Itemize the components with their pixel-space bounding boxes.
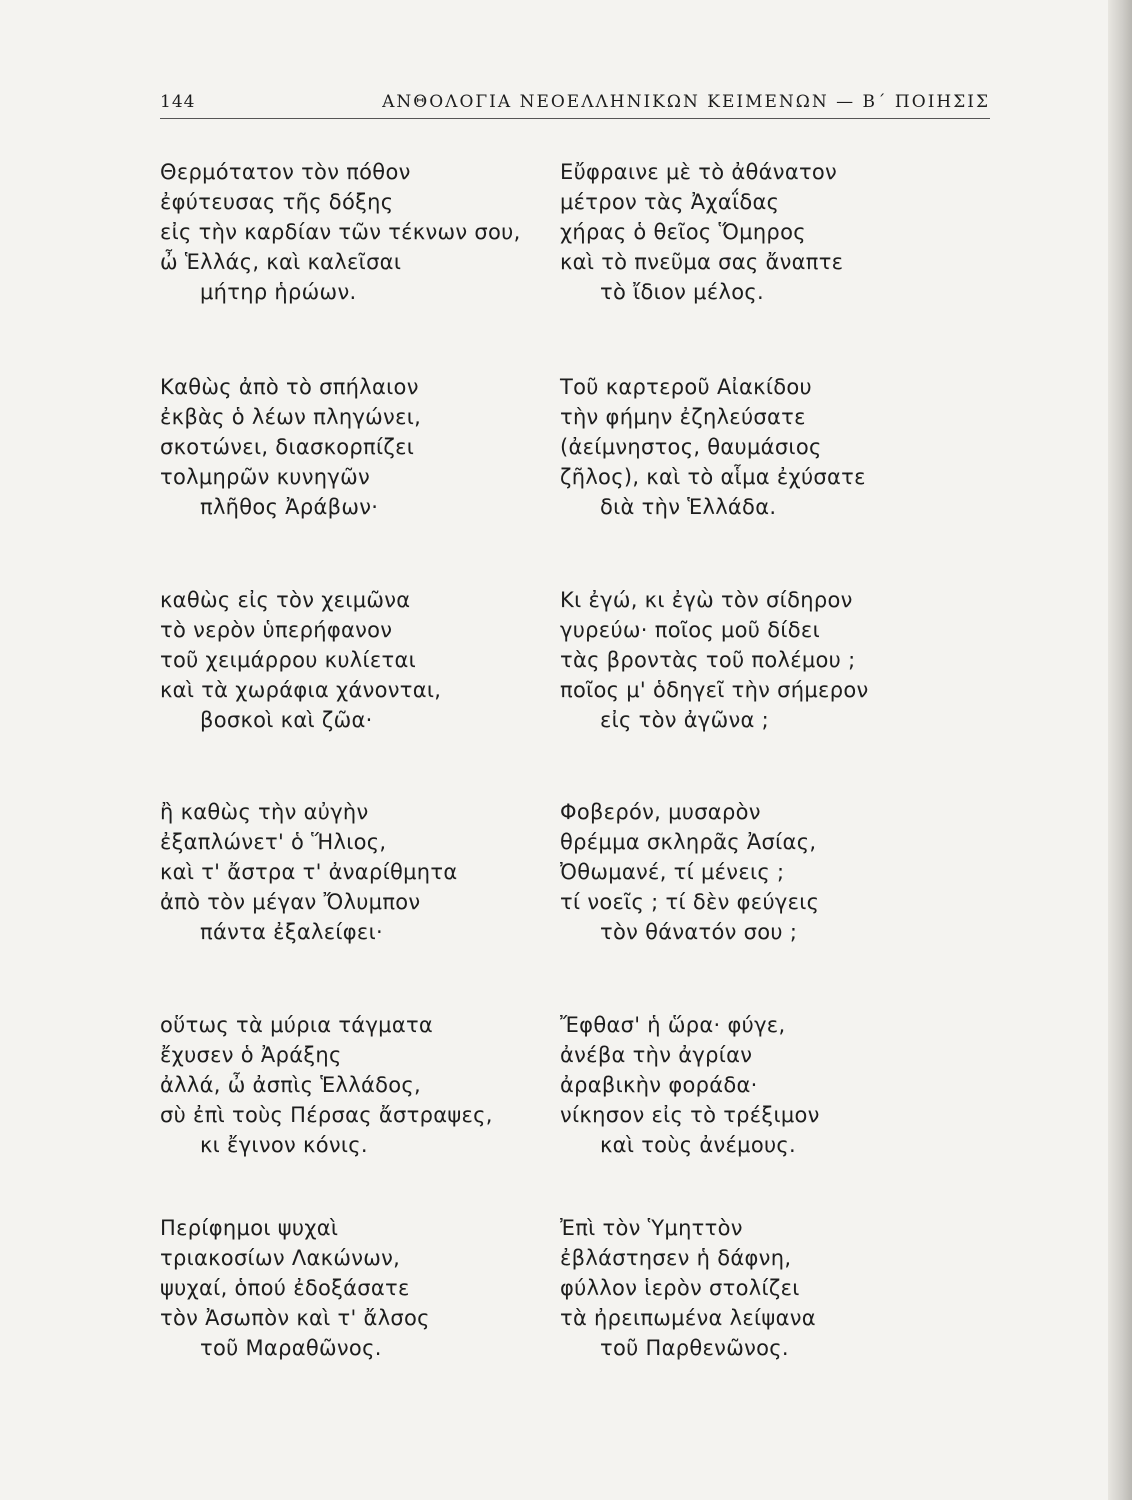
stanza <box>160 157 560 307</box>
verse-line: εἰς τὸν ἀγῶνα ; <box>600 708 770 732</box>
verse-line: καθὼς εἰς τὸν χειμῶνα <box>160 588 411 612</box>
verse-line: ἀραβικὴν φοράδα· <box>560 1073 758 1097</box>
verse-line: σκοτώνει, διασκορπίζει <box>160 435 415 459</box>
stanza <box>160 1213 560 1363</box>
verse-line: Περίφημοι ψυχαὶ <box>160 1216 339 1240</box>
verse-line: καὶ τὰ χωράφια χάνονται, <box>160 678 442 702</box>
verse-line: Ὀθωμανέ, τί μένεις ; <box>560 860 785 884</box>
verse-line: Ἔφθασ' ἡ ὥρα· φύγε, <box>560 1013 786 1037</box>
verse-line: γυρεύω· ποῖος μοῦ δίδει <box>560 618 820 642</box>
verse-line: χήρας ὁ θεῖος Ὅμηρος <box>560 220 806 244</box>
verse-line: ἔχυσεν ὁ Ἀράξης <box>160 1043 342 1067</box>
verse-line: τὸν θάνατόν σου ; <box>600 920 798 944</box>
verse-line: ἀπὸ τὸν μέγαν Ὄλυμπον <box>160 890 421 914</box>
verse-line: τοῦ Παρθενῶνος. <box>600 1336 789 1360</box>
verse-line: ὦ Ἑλλάς, καὶ καλεῖσαι <box>160 250 402 274</box>
stanza <box>560 585 960 735</box>
stanza <box>560 797 960 947</box>
verse-line: τριακοσίων Λακώνων, <box>160 1246 401 1270</box>
stanza <box>160 585 560 735</box>
verse-line: νίκησον εἰς τὸ τρέξιμον <box>560 1103 820 1127</box>
verse-line: Καθὼς ἀπὸ τὸ σπήλαιον <box>160 375 419 399</box>
running-title: ΑΝΘΟΛΟΓΙΑ ΝΕΟΕΛΛΗΝΙΚΩΝ ΚΕΙΜΕΝΩΝ — Β΄ ΠΟΙΗΣΙΣ <box>382 92 990 112</box>
verse-line: ζῆλος), καὶ τὸ αἷμα ἐχύσατε <box>560 465 866 489</box>
verse-line: τὸν Ἀσωπὸν καὶ τ' ἄλσος <box>160 1306 430 1330</box>
stanza <box>160 372 560 522</box>
verse-line: τοῦ Μαραθῶνος. <box>200 1336 382 1360</box>
verse-line: καὶ τὸ πνεῦμα σας ἄναπτε <box>560 250 844 274</box>
verse-line: (ἀείμνηστος, θαυμάσιος <box>560 435 822 459</box>
verse-line: τὸ νερὸν ὑπερήφανον <box>160 618 393 642</box>
verse-line: Τοῦ καρτεροῦ Αἰακίδου <box>560 375 812 399</box>
stanza <box>560 1010 960 1160</box>
verse-line: ἀλλά, ὦ ἀσπὶς Ἑλλάδος, <box>160 1073 421 1097</box>
verse-line: τὸ ἴδιον μέλος. <box>600 280 764 304</box>
verse-line: θρέμμα σκληρᾶς Ἀσίας, <box>560 830 817 854</box>
verse-line: Φοβερόν, μυσαρὸν <box>560 800 761 824</box>
verse-line: τοῦ χειμάρρου κυλίεται <box>160 648 417 672</box>
verse-line: μήτηρ ἡρώων. <box>200 280 357 304</box>
verse-line: ποῖος μ' ὁδηγεῖ τὴν σήμερον <box>560 678 869 702</box>
verse-line: Ἐπὶ τὸν Ὑμηττὸν <box>560 1216 743 1240</box>
verse-line: καὶ τοὺς ἀνέμους. <box>600 1133 797 1157</box>
verse-line: οὕτως τὰ μύρια τάγματα <box>160 1013 434 1037</box>
verse-line: εἰς τὴν καρδίαν τῶν τέκνων σου, <box>160 220 521 244</box>
verse-line: βοσκοὶ καὶ ζῶα· <box>200 708 373 732</box>
verse-line: σὺ ἐπὶ τοὺς Πέρσας ἄστραψες, <box>160 1103 493 1127</box>
verse-line: ἀνέβα τὴν ἀγρίαν <box>560 1043 753 1067</box>
verse-line: μέτρον τὰς Ἀχαΐδας <box>560 190 780 214</box>
verse-line: τὰς βροντὰς τοῦ πολέμου ; <box>560 648 856 672</box>
verse-line: Θερμότατον τὸν πόθον <box>160 160 411 184</box>
stanza <box>560 1213 960 1363</box>
verse-line: πάντα ἐξαλείφει· <box>200 920 383 944</box>
verse-line: τὴν φήμην ἐζηλεύσατε <box>560 405 806 429</box>
verse-line: τὰ ἠρειπωμένα λείψανα <box>560 1306 816 1330</box>
verse-line: κι ἔγινον κόνις. <box>200 1133 368 1157</box>
verse-line: ἢ καθὼς τὴν αὐγὴν <box>160 800 369 824</box>
verse-line: πλῆθος Ἀράβων· <box>200 495 379 519</box>
verse-line: ἐφύτευσας τῆς δόξης <box>160 190 394 214</box>
verse-line: Κι ἐγώ, κι ἐγὼ τὸν σίδηρον <box>560 588 853 612</box>
verse-line: διὰ τὴν Ἑλλάδα. <box>600 495 777 519</box>
stanza <box>160 1010 560 1160</box>
verse-line: φύλλον ἱερὸν στολίζει <box>560 1276 800 1300</box>
verse-line: ψυχαί, ὁπού ἐδοξάσατε <box>160 1276 410 1300</box>
verse-line: τί νοεῖς ; τί δὲν φεύγεις <box>560 890 820 914</box>
stanza <box>160 797 560 947</box>
verse-line: ἐβλάστησεν ἡ δάφνη, <box>560 1246 792 1270</box>
verse-line: καὶ τ' ἄστρα τ' ἀναρίθμητα <box>160 860 458 884</box>
stanza <box>560 157 960 307</box>
verse-line: τολμηρῶν κυνηγῶν <box>160 465 371 489</box>
page-number: 144 <box>160 92 196 112</box>
stanza <box>560 372 960 522</box>
verse-line: Εὔφραινε μὲ τὸ ἀθάνατον <box>560 160 838 184</box>
verse-line: ἐξαπλώνετ' ὁ Ἥλιος, <box>160 830 387 854</box>
verse-line: ἐκβὰς ὁ λέων πληγώνει, <box>160 405 422 429</box>
